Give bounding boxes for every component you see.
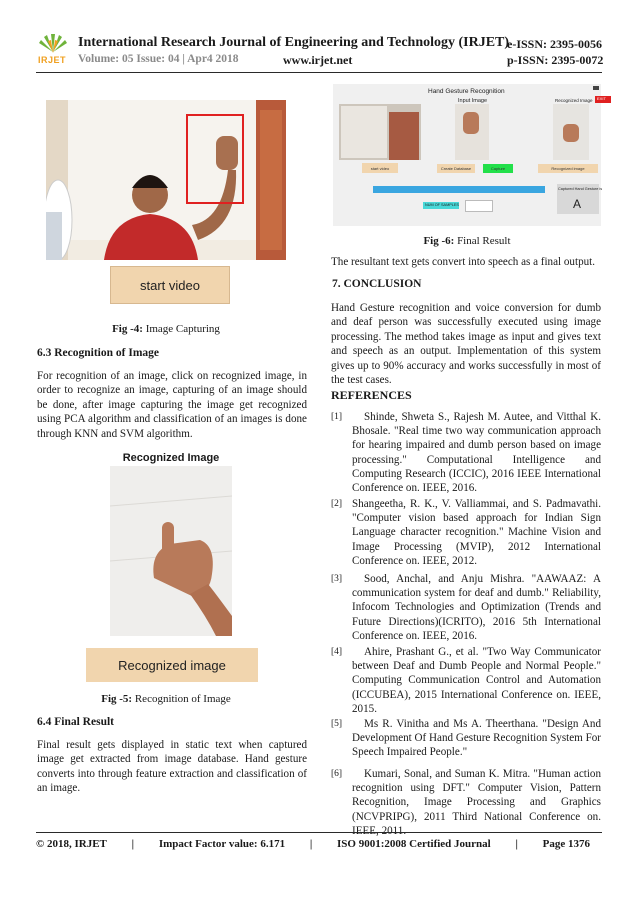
footer-separator: | bbox=[309, 838, 313, 850]
reference-number: [4] bbox=[331, 647, 343, 657]
fig6-create-db-button: Create Database bbox=[437, 164, 475, 173]
section-6-4-heading: 6.4 Final Result bbox=[37, 716, 114, 728]
fig5-photo bbox=[110, 466, 232, 636]
section-6-3-paragraph: For recognition of an image, click on recognized image, in order to recognize an image, capturing of an image should be done, after image capturing the image get recognized using PCA algorithm and classification of an images is done through KNN and SVM algorithm. bbox=[37, 370, 307, 440]
fig6-captured-label: Captured Hand Gesture is bbox=[558, 187, 603, 191]
fig4-caption-text: Image Capturing bbox=[142, 323, 220, 335]
fig6-input-label: Input Image bbox=[458, 98, 488, 104]
footer-copyright: © 2018, IRJET bbox=[36, 838, 107, 850]
footer bbox=[36, 838, 590, 850]
fig5-caption-label: Fig -5: bbox=[101, 693, 133, 705]
reference-number: [3] bbox=[331, 574, 343, 584]
fig6-capture-button: Capture bbox=[483, 164, 513, 173]
fig6-result-sentence: The resultant text gets convert into speech as a final output. bbox=[331, 256, 596, 268]
volume-issue: Volume: 05 Issue: 04 | Apr4 2018 bbox=[78, 53, 239, 65]
reference-text: Kumari, Sonal, and Suman K. Mitra. "Human action recognition using DFT." Computer Vision, Pattern Recognition, Image Processing and Graphics (NCVPRIPG), 2011 Third National Conference on. IEEE, 2011. bbox=[352, 768, 601, 837]
fig6-total-samples: NUM OF SAMPLES bbox=[425, 203, 459, 207]
recognized-image-button[interactable]: Recognized image bbox=[86, 648, 258, 682]
footer-rule bbox=[36, 832, 602, 833]
fig6-progress-bar bbox=[373, 186, 545, 193]
fig6-app-screenshot bbox=[333, 84, 606, 226]
footer-iso: ISO 9001:2008 Certified Journal bbox=[337, 838, 491, 850]
fig4-caption-label: Fig -4: bbox=[112, 323, 143, 335]
reference-text: Sood, Anchal, and Anju Mishra. "AAWAAZ: A communication system for deaf and dumb." Reliability, Infocom Technologies and Optimization (Trends and Future Directions)(ICRITO), 2016 5th International Conference on. IEEE, 2016. bbox=[352, 573, 601, 642]
irjet-logo bbox=[36, 28, 70, 68]
fig6-input-hand bbox=[463, 112, 479, 134]
fig6-video-wall bbox=[341, 106, 387, 158]
fig6-caption-text: Final Result bbox=[454, 235, 511, 247]
fig6-recognized-image-button: Recognized image bbox=[538, 164, 598, 173]
references-heading: REFERENCES bbox=[331, 388, 412, 402]
fig6-recognized-label: Recognized Image bbox=[555, 98, 593, 103]
reference-number: [6] bbox=[331, 769, 343, 779]
fig6-close-icon bbox=[593, 86, 599, 90]
pissn: p-ISSN: 2395-0072 bbox=[507, 53, 604, 67]
journal-title: International Research Journal of Engineering and Technology (IRJET) bbox=[78, 35, 510, 50]
reference-number: [1] bbox=[331, 412, 343, 422]
fig4-caption bbox=[46, 323, 286, 335]
fig5-caption bbox=[46, 693, 286, 705]
fig6-window-title: Hand Gesture Recognition bbox=[428, 88, 505, 95]
fig5-title: Recognized Image bbox=[122, 452, 220, 464]
conclusion-paragraph: Hand Gesture recognition and voice conversion for dumb and deaf person was successfully executed using image processing. The method takes image as input and gives text and speech as an output. Implementation of this system gives up to 90% accuracy and works successfully in most of the test cases. bbox=[331, 302, 601, 387]
reference-number: [5] bbox=[331, 719, 343, 729]
section-6-4-paragraph: Final result gets displayed in static text when captured image get extracted from image database. Hand gesture converts into through feature extraction and classification of an image. bbox=[37, 739, 307, 795]
fig6-result-letter: A bbox=[573, 197, 582, 211]
fig6-recognized-hand bbox=[563, 124, 579, 142]
fig6-video-person bbox=[389, 112, 419, 160]
footer-separator: | bbox=[515, 838, 518, 850]
footer-page-number: Page 1376 bbox=[542, 838, 591, 850]
fig6-start-video-button: start video bbox=[362, 163, 398, 173]
section-6-3-heading: 6.3 Recognition of Image bbox=[37, 347, 160, 359]
start-video-button[interactable]: start video bbox=[110, 266, 230, 304]
footer-separator: | bbox=[131, 838, 135, 850]
fig6-caption bbox=[333, 235, 601, 247]
reference-text: Shinde, Shweta S., Rajesh M. Autee, and Vitthal K. Bhosale. "Real time two way communication approach for hearing impaired and dumb person based on image processing." Computational Intelligence and Computing Research (ICCIC), 2016 IEEE International Conference on. IEEE, 2016. bbox=[352, 411, 601, 495]
eissn: e-ISSN: 2395-0056 bbox=[507, 37, 602, 51]
header-rule bbox=[36, 72, 602, 73]
website-link[interactable]: www.irjet.net bbox=[283, 53, 353, 67]
footer-impact-factor: Impact Factor value: 6.171 bbox=[158, 838, 286, 850]
reference-number: [2] bbox=[331, 499, 343, 509]
fig6-exit-label: EXIT bbox=[597, 96, 606, 101]
reference-text: Ms R. Vinitha and Ms A. Theerthana. "Design And Development Of Hand Gesture Recognition System For Speech Impaired People." bbox=[352, 718, 601, 759]
logo-text: IRJET bbox=[38, 55, 67, 65]
fig5-caption-text: Recognition of Image bbox=[132, 693, 231, 705]
fig4-photo bbox=[46, 100, 286, 260]
fig6-samples-input bbox=[465, 200, 493, 212]
reference-text: Shangeetha, R. K., V. Valliammai, and S. Padmavathi. "Computer vision based approach for Indian Sign Language character recognition." Machine Vision and Image Processing (MVIP), 2012 International Conference on. IEEE, 2012. bbox=[352, 498, 601, 567]
conclusion-heading: 7. CONCLUSION bbox=[332, 278, 422, 290]
fig6-caption-label: Fig -6: bbox=[423, 235, 455, 247]
reference-text: Ahire, Prashant G., et al. "Two Way Communicator between Deaf and Dumb People and Normal People." Computing Communication Control and Automation (ICCUBEA), 2015 International Conference on. IEEE, 2015. bbox=[352, 646, 601, 715]
